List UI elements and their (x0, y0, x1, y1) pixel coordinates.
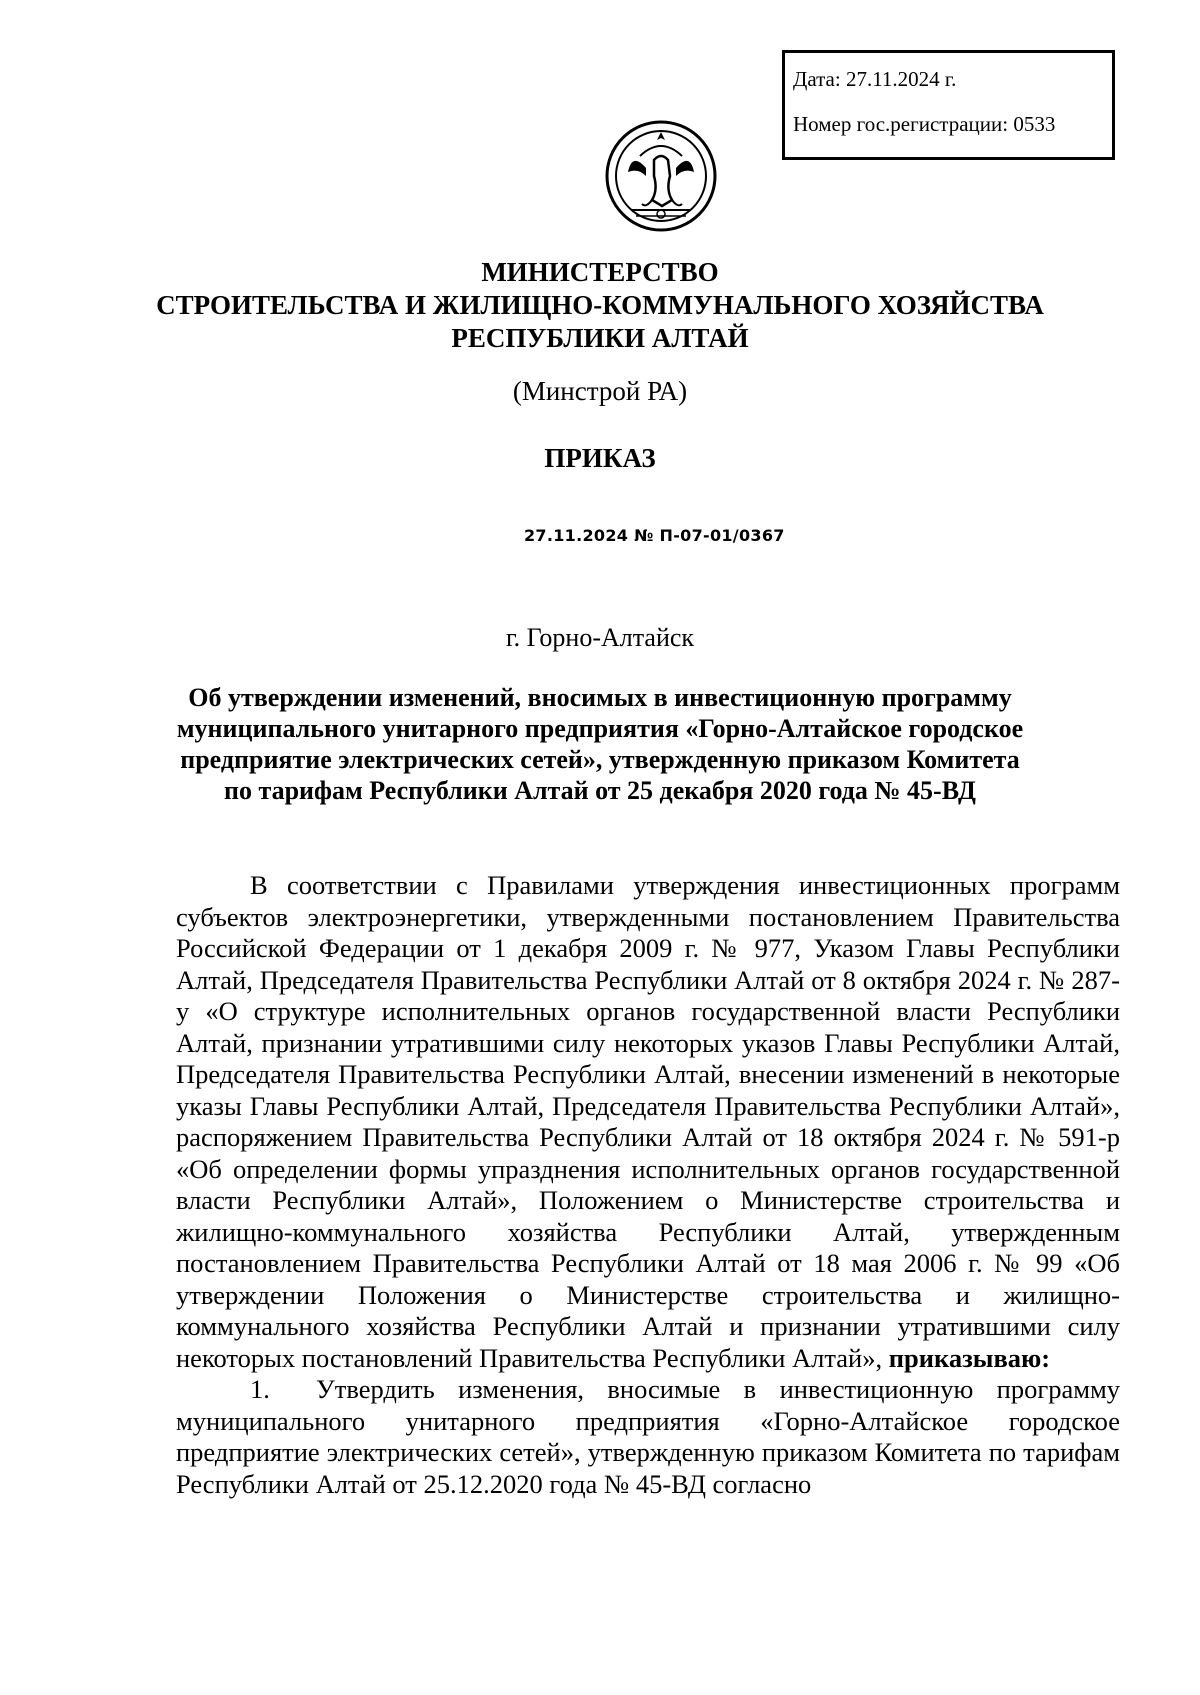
document-date-number: 27.11.2024 № П-07-01/0367 (524, 526, 785, 545)
coat-of-arms-emblem (602, 116, 720, 236)
registration-number-label: Номер гос.регистрации: (793, 112, 1009, 136)
preamble-text: В соответствии с Правилами утверждения инвестиционных программ субъектов электроэнергетики, утвержденными постановлением Правительства Российской Федерации от 1 декабря 2009 г. № 977, Указом Главы Республики Алтай, Председателя Правительства Республики Алтай от 8 октября 2024 г. № 287-у «О структуре исполнительных органов государственной власти Республики Алтай, признании утратившими силу некоторых указов Главы Республики Алтай, Председателя Правительства Республики Алтай, внесении изменений в некоторые указы Главы Республики Алтай, Председателя Правительства Республики Алтай», распоряжением Правительства Республики Алтай от 18 октября 2024 г. № 591-р «Об определении формы упразднения исполнительных органов государственной власти Республики Алтай», Положением о Министерстве строительства и жилищно-коммунального хозяйства Республики Алтай, утвержденным постановлением Правительства Республики Алтай от 18 мая 2006 г. № 99 «Об утверждении Положения о Министерстве строительства и жилищно-коммунального хозяйства Республики Алтай и признании утратившими силу некоторых постановлений Правительства Республики Алтай», (176, 870, 1120, 1373)
registration-stamp (782, 50, 1115, 160)
ministry-title-line-2: СТРОИТЕЛЬСТВА И ЖИЛИЩНО-КОММУНАЛЬНОГО ХОЗЯЙСТВА (156, 290, 1044, 320)
registration-date (793, 67, 1112, 92)
preamble-paragraph (176, 870, 1120, 1374)
document-body (176, 870, 1120, 1500)
subject-line-1: Об утверждении изменений, вносимых в инвестиционную программу (188, 683, 1012, 712)
subject-line-2: муниципального унитарного предприятия «Горно-Алтайское городское (176, 714, 1024, 743)
order-item-1-number: 1. (250, 1374, 270, 1404)
order-item-1 (176, 1374, 1120, 1500)
document-subject (170, 682, 1030, 806)
registration-number (793, 112, 1112, 137)
subject-line-4: по тарифам Республики Алтай от 25 декабря 2020 года № 45-ВД (224, 776, 976, 805)
ministry-title-line-1: МИНИСТЕРСТВО (481, 257, 719, 287)
subject-line-3: предприятие электрических сетей», утвержденную приказом Комитета (180, 745, 1020, 774)
ministry-abbreviation: (Минстрой РА) (512, 376, 688, 406)
registration-date-value: 27.11.2024 г. (845, 67, 957, 91)
order-word: приказываю: (888, 1342, 1051, 1373)
registration-number-value: 0533 (1013, 112, 1056, 136)
registration-date-label: Дата: (793, 67, 841, 91)
ministry-title-line-3: РЕСПУБЛИКИ АЛТАЙ (451, 323, 749, 353)
order-item-1-text: Утвердить изменения, вносимые в инвестиционную программу муниципального унитарного предприятия «Горно-Алтайское городское предприятие электрических сетей», утвержденную приказом Комитета по тарифам Республики Алтай от 25.12.2020 года № 45-ВД согласно (176, 1374, 1120, 1499)
city-name: г. Горно-Алтайск (505, 623, 695, 652)
document-type-title: ПРИКАЗ (544, 443, 656, 473)
